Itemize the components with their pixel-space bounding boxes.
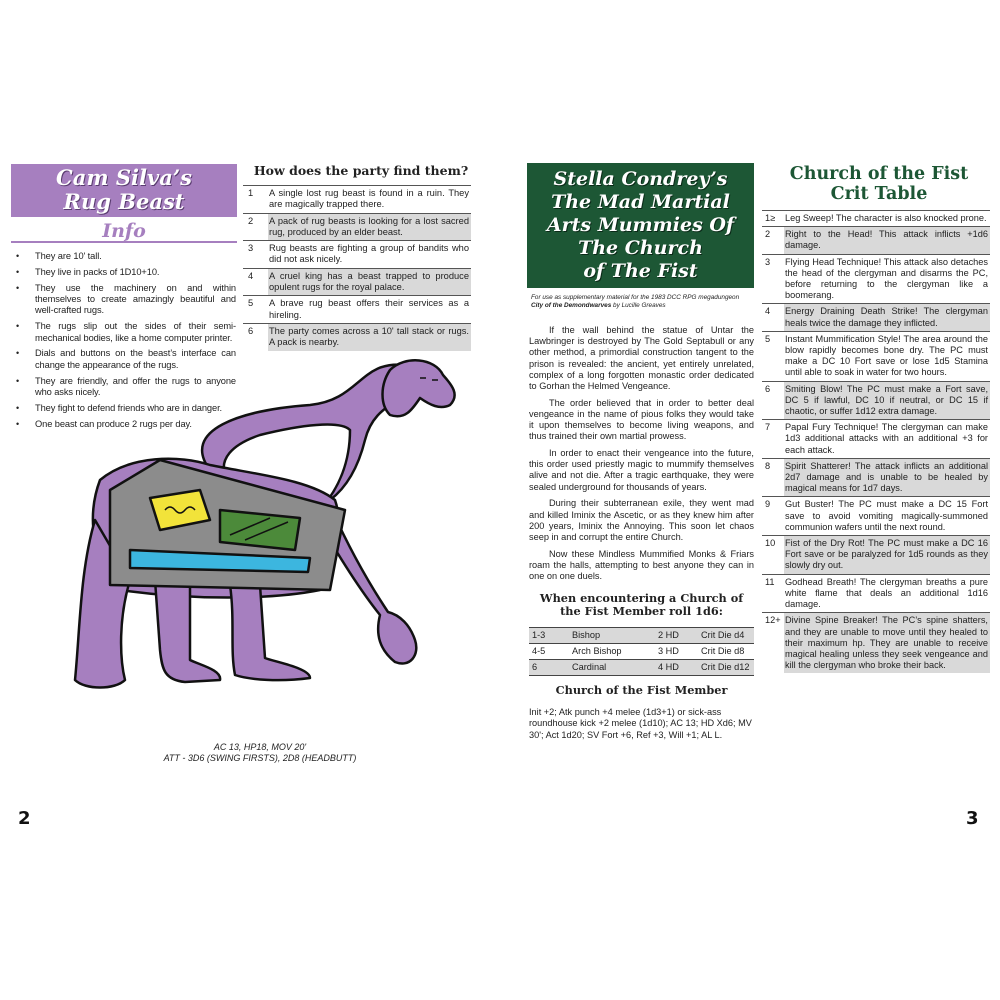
crit-table [762,210,990,673]
crit-roll: 1≥ [762,211,784,227]
crit-effect: Gut Buster! The PC must make a DC 15 Fort save to avoid vomiting magically-summoned communion wafers until the next round. [784,497,990,536]
crit-roll: 2 [762,227,784,254]
banner-title-line: Rug Beast [63,189,185,214]
roll-cell: 4-5 [529,644,569,660]
encounter-heading [529,592,754,618]
table-row [762,227,990,254]
crit-heading-line: Crit Table [830,184,928,204]
banner-line: Stella Condrey’s [553,168,728,190]
list-item: • They are 10' tall. [14,251,236,262]
article-paragraph: During their subterranean exile, they went mad and killed Iminix the Ascetic, or as they knew him after 200 years, Iminix the Annoying. This soon let chaos seep in and corrupt the entire Church. [529,498,754,542]
crit-roll: 11 [762,574,784,613]
crit-effect: Flying Head Technique! This attack also detaches the head of the clergyman and disarms the PC, before returning to the clergyman like a boomerang. [784,254,990,304]
banner-author-line: Cam Silva’s [56,165,192,190]
crit-heading-line: Church of the Fist [789,164,969,184]
table-row [762,331,990,381]
info-heading: Info [11,221,237,243]
member-stat-block: Init +2; Atk punch +4 melee (1d3+1) or sick-ass roundhouse kick +2 melee (1d10); AC 13; HD Xd6; MV 30'; Act 1d20; SV Fort +6, Ref +3, Will +1; AL L. [529,707,752,740]
party-find-table [243,185,471,351]
list-item: • Dials and buttons on the beast’s interface can change the appearance of the rugs. [14,348,236,371]
crit-effect: Divine Spine Breaker! The PC’s spine shatters, and they are unable to move until they healed to their maximum hp. They are unable to receive magical healing unless they seek vengeance and kill the clergyman who broke their back. [784,613,990,674]
crit-roll: 12+ [762,613,784,674]
row-text: The party comes across a 10' tall stack or rugs. A pack is nearby. [268,323,471,350]
caption-book-title: City of the Demondwarves [531,302,612,309]
crit-effect: Godhead Breath! The clergyman breaths a pure white flame that deals an additional 1d16 damage. [784,574,990,613]
article-paragraph: In order to enact their vengeance into the future, this order used priestly magic to mummify themselves alive and not die. After a tragic earthquake, they were sealed underground for thousands of years. [529,448,754,492]
table-row [529,644,754,660]
row-number: 5 [243,296,268,324]
table-row [762,381,990,420]
crit-effect: Instant Mummification Style! The area around the blow rapidly becomes bone dry. The PC must make a DC 10 Fort save or lose 1d5 Stamina until able to soak in water for two hours. [784,331,990,381]
article-paragraph: Now these Mindless Mummified Monks & Friars roam the halls, attempting to best anyone they can in one on one duels. [529,548,754,582]
caption-intro: For use as supplementary material for the 1983 DCC RPG megadungeon [531,294,740,301]
table-row [243,268,471,296]
encounter-heading-line: When encountering a Church of [539,591,744,605]
table-row [762,420,990,459]
row-text: A brave rug beast offers their services as a hireling. [268,296,471,324]
crit-roll: 3 [762,254,784,304]
rug-beast-title-banner [11,164,237,217]
crit-effect: Smiting Blow! The PC must make a Fort save, DC 5 if lawful, DC 10 if neutral, or DC 15 if chaotic, or suffer 1d12 extra damage. [784,381,990,420]
list-item: • They live in packs of 1D10+10. [14,267,236,278]
crit-roll: 9 [762,497,784,536]
right-page [500,0,1000,1000]
table-row [762,613,990,674]
row-number: 2 [243,213,268,241]
crit-effect: Leg Sweep! The character is also knocked prone. [784,211,990,227]
article-paragraph: The order believed that in order to better deal vengeance in the name of pious folks they would take it upon themselves to become living weapons, and thus trained their own martial prowess. [529,397,754,442]
roll-cell: 6 [529,660,569,676]
table-row [243,186,471,214]
table-row [243,323,471,350]
crit-effect: Papal Fury Technique! The clergyman can make 1d3 additional attacks with an additional +3 for each attack. [784,420,990,459]
hd-cell: 3 HD [655,644,698,660]
table-row [529,660,754,676]
mummies-title-banner [527,163,754,288]
rank-cell: Cardinal [569,660,655,676]
table-row [243,296,471,324]
list-item: • The rugs slip out the sides of their semi-mechanical bodies, like a home computer printer. [14,321,236,344]
encounter-table [529,627,754,676]
table-row [762,458,990,497]
crit-cell: Crit Die d12 [698,660,754,676]
list-item: • They use the machinery on and within themselves to create amazingly beautiful and well-crafted rugs. [14,283,236,317]
table-row [762,497,990,536]
crit-cell: Crit Die d8 [698,644,754,660]
table-row [529,628,754,644]
rank-cell: Bishop [569,628,655,644]
mummies-article [529,325,754,588]
crit-roll: 4 [762,304,784,331]
crit-roll: 5 [762,331,784,381]
party-find-heading: How does the party find them? [253,163,469,178]
row-number: 3 [243,241,268,269]
table-row [762,574,990,613]
green-rug-slot [220,510,300,550]
banner-line: of The Fist [583,260,698,282]
hd-cell: 4 HD [655,660,698,676]
row-number: 4 [243,268,268,296]
table-row [762,211,990,227]
row-text: A pack of rug beasts is looking for a lost sacred rug, produced by an elder beast. [268,213,471,241]
banner-line: The Church [578,237,703,259]
row-text: Rug beasts are fighting a group of bandits who did not ask nicely. [268,241,471,269]
list-item: • They fight to defend friends who are in danger. [14,403,236,414]
roll-cell: 1-3 [529,628,569,644]
stat-line-attack: ATT - 3D6 (SWING FIRSTS), 2D8 (HEADBUTT) [163,753,357,763]
table-row [762,536,990,575]
list-item: • One beast can produce 2 rugs per day. [14,419,236,430]
stat-line-defense: AC 13, HP18, MOV 20' [213,742,307,752]
page-number-left: 2 [18,808,31,829]
crit-cell: Crit Die d4 [698,628,754,644]
crit-roll: 10 [762,536,784,575]
rank-cell: Arch Bishop [569,644,655,660]
crit-table-heading [768,164,990,204]
row-number: 1 [243,186,268,214]
row-text: A single lost rug beast is found in a ruin. They are magically trapped there. [268,186,471,214]
crit-effect: Spirit Shatterer! The attack inflicts an additional 2d7 damage and is unable to be healed by magical means for 1d7 days. [784,458,990,497]
rug-beast-illustration [60,350,480,710]
row-text: A cruel king has a beast trapped to produce opulent rugs for the royal palace. [268,268,471,296]
encounter-heading-line: the Fist Member roll 1d6: [560,604,723,618]
member-heading: Church of the Fist Member [555,683,728,697]
crit-effect: Energy Draining Death Strike! The clergyman heals twice the damage they inflicted. [784,304,990,331]
caption-author: by Lucille Greaves [611,302,666,309]
list-item: • They are friendly, and offer the rugs to anyone who asks nicely. [14,376,236,399]
crit-effect: Right to the Head! This attack inflicts +1d6 damage. [784,227,990,254]
supplement-caption [531,294,761,310]
banner-line: The Mad Martial [551,191,730,213]
crit-roll: 6 [762,381,784,420]
table-row [243,241,471,269]
row-number: 6 [243,323,268,350]
crit-effect: Fist of the Dry Rot! The PC must make a DC 16 Fort save or be paralyzed for 1d5 rounds as they slowly dry out. [784,536,990,575]
banner-line: Arts Mummies Of [546,214,735,236]
article-paragraph: If the wall behind the statue of Untar the Lawbringer is destroyed by The Gold Septabull or any other method, a primordial construction tangent to the prison is revealed: the ancient, yet entirely unrelated, complex of a long forgotten monastic order dedicated to Gorhan the Helmed Vengeance. [529,325,754,392]
rug-beast-stat-block [150,742,370,764]
crit-roll: 7 [762,420,784,459]
page-number-right: 3 [966,808,979,829]
table-row [762,304,990,331]
beast-head [383,360,455,416]
beast-leg-front-left [230,585,310,680]
table-row [762,254,990,304]
hd-cell: 2 HD [655,628,698,644]
crit-roll: 8 [762,458,784,497]
table-row [243,213,471,241]
